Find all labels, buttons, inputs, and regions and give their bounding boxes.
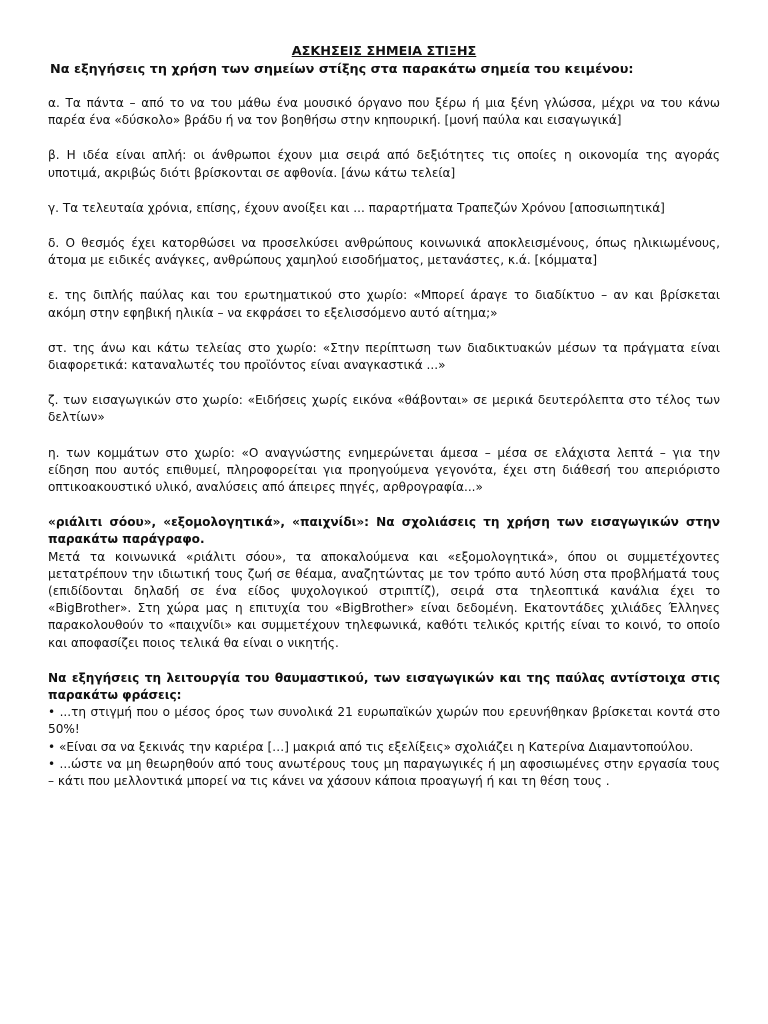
quotes-task-paragraph: Μετά τα κοινωνικά «ριάλιτι σόου», τα αποκαλούμενα και «εξομολογητικά», όπου οι συμμετέχοντες μετατρέπουν την ιδιωτική τους ζωή σε θέαμα, αναζητώντας με τον τρόπο αυτό λύση στα προβλήματά τους (επιδίδονται δηλαδή σε ένα είδος ψυχολογικού στριπτίζ), σειρά στα τηλεοπτικά κανάλια έχει το «BigBrother». Στη χώρα μας η επιτυχία του «BigBrother» είναι δεδομένη. Εκατοντάδες χιλιάδες Έλληνες παρακολουθούν το «παιχνίδι» και συμμετέχουν τηλεφωνικά, καθότι τελικός κριτής είναι το κοινό, το οποίο και αποφασίζει ποιος τελικά θα είναι ο νικητής. xyxy=(48,549,720,650)
functions-item-quotes: • «Είναι σα να ξεκινάς την καριέρα […] μακριά από τις εξελίξεις» σχολιάζει η Κατερίνα Διαμαντοπούλου. xyxy=(48,739,694,754)
quotes-task-heading: «ριάλιτι σόου», «εξομολογητικά», «παιχνίδι»: Να σχολιάσεις τη χρήση των εισαγωγικών στην παρακάτω παράγραφο. xyxy=(48,515,720,547)
exercise-st: στ. της άνω και κάτω τελείας στο χωρίο: «Στην περίπτωση των διαδικτυακών μέσων τα πράγματα είναι διαφορετικά: καταναλωτές του προϊόντος είναι αναγκαστικά ...» xyxy=(48,340,720,373)
exercise-list xyxy=(48,95,720,496)
exercise-epsilon: ε. της διπλής παύλας και του ερωτηματικού στο χωρίο: «Μπορεί άραγε το διαδίκτυο – αν και βρίσκεται ακόμη στην εφηβική ηλικία – να εκφράσει το εξελισσόμενο αυτό αίτημα;» xyxy=(48,288,720,320)
functions-task-heading: Να εξηγήσεις τη λειτουργία του θαυμαστικού, των εισαγωγικών και της παύλας αντίστοιχα στις παρακάτω φράσεις: xyxy=(48,670,720,703)
exercise-beta: β. Η ιδέα είναι απλή: οι άνθρωποι έχουν μια σειρά από δεξιότητες τις οποίες η οικονομία της αγοράς υποτιμά, ακριβώς διότι βρίσκονται σε αφθονία. [άνω κάτω τελεία] xyxy=(48,148,720,180)
exercise-delta: δ. Ο θεσμός έχει κατορθώσει να προσελκύσει ανθρώπους κοινωνικά αποκλεισμένους, όπως ηλικιωμένους, άτομα με ειδικές ανάγκες, ανθρώπους χαμηλού εισοδήματος, μετανάστες, κ.ά. [κόμματα] xyxy=(48,236,720,268)
exercise-alpha: α. Τα πάντα – από το να του μάθω ένα μουσικό όργανο που ξέρω ή μια ξένη γλώσσα, μέχρι να του κάνω παρέα ένα «δύσκολο» βράδυ ή να τον βοηθήσω στην κηπουρική. [μονή παύλα και εισαγωγικά] xyxy=(48,96,720,128)
exercise-zeta: ζ. των εισαγωγικών στο χωρίο: «Ειδήσεις χωρίς εικόνα «θάβονται» σε μερικά δευτερόλεπτα στο τέλος των δελτίων» xyxy=(48,393,720,425)
functions-item-exclamation: • ...τη στιγμή που ο μέσος όρος των συνολικά 21 ευρωπαϊκών χωρών που ερευνήθηκαν βρίσκεται κοντά στο 50%! xyxy=(48,705,720,737)
exercise-eta: η. των κομμάτων στο χωρίο: «Ο αναγνώστης ενημερώνεται άμεσα – μέσα σε ελάχιστα λεπτά – για την είδηση που αυτός επιθυμεί, πληροφορείται για προηγούμενα γεγονότα, έχει στη διάθεσή του απεριόριστο οπτικοακουστικό υλικό, αναλύσεις από άπειρες πηγές, αρθρογραφία...» xyxy=(48,445,720,495)
exercise-gamma: γ. Τα τελευταία χρόνια, επίσης, έχουν ανοίξει και ... παραρτήματα Τραπεζών Χρόνου [αποσιωπητικά] xyxy=(48,200,665,215)
functions-item-dash: • ...ώστε να μη θεωρηθούν από τους ανωτέρους τους μη παραγωγικές ή μη αφοσιωμένες στην εργασία τους – κάτι που μελλοντικά μπορεί να τις κάνει να χάσουν κάποια προαγωγή ή και τη θέση τους . xyxy=(48,756,720,789)
functions-task xyxy=(48,670,720,790)
instructions-heading: Να εξηγήσεις τη χρήση των σημείων στίξης στα παρακάτω σημεία του κειμένου: xyxy=(50,62,634,77)
page-title: ΑΣΚΗΣΕΙΣ ΣΗΜΕΙΑ ΣΤΙΞΗΣ xyxy=(291,44,477,59)
quotes-task xyxy=(48,514,720,652)
